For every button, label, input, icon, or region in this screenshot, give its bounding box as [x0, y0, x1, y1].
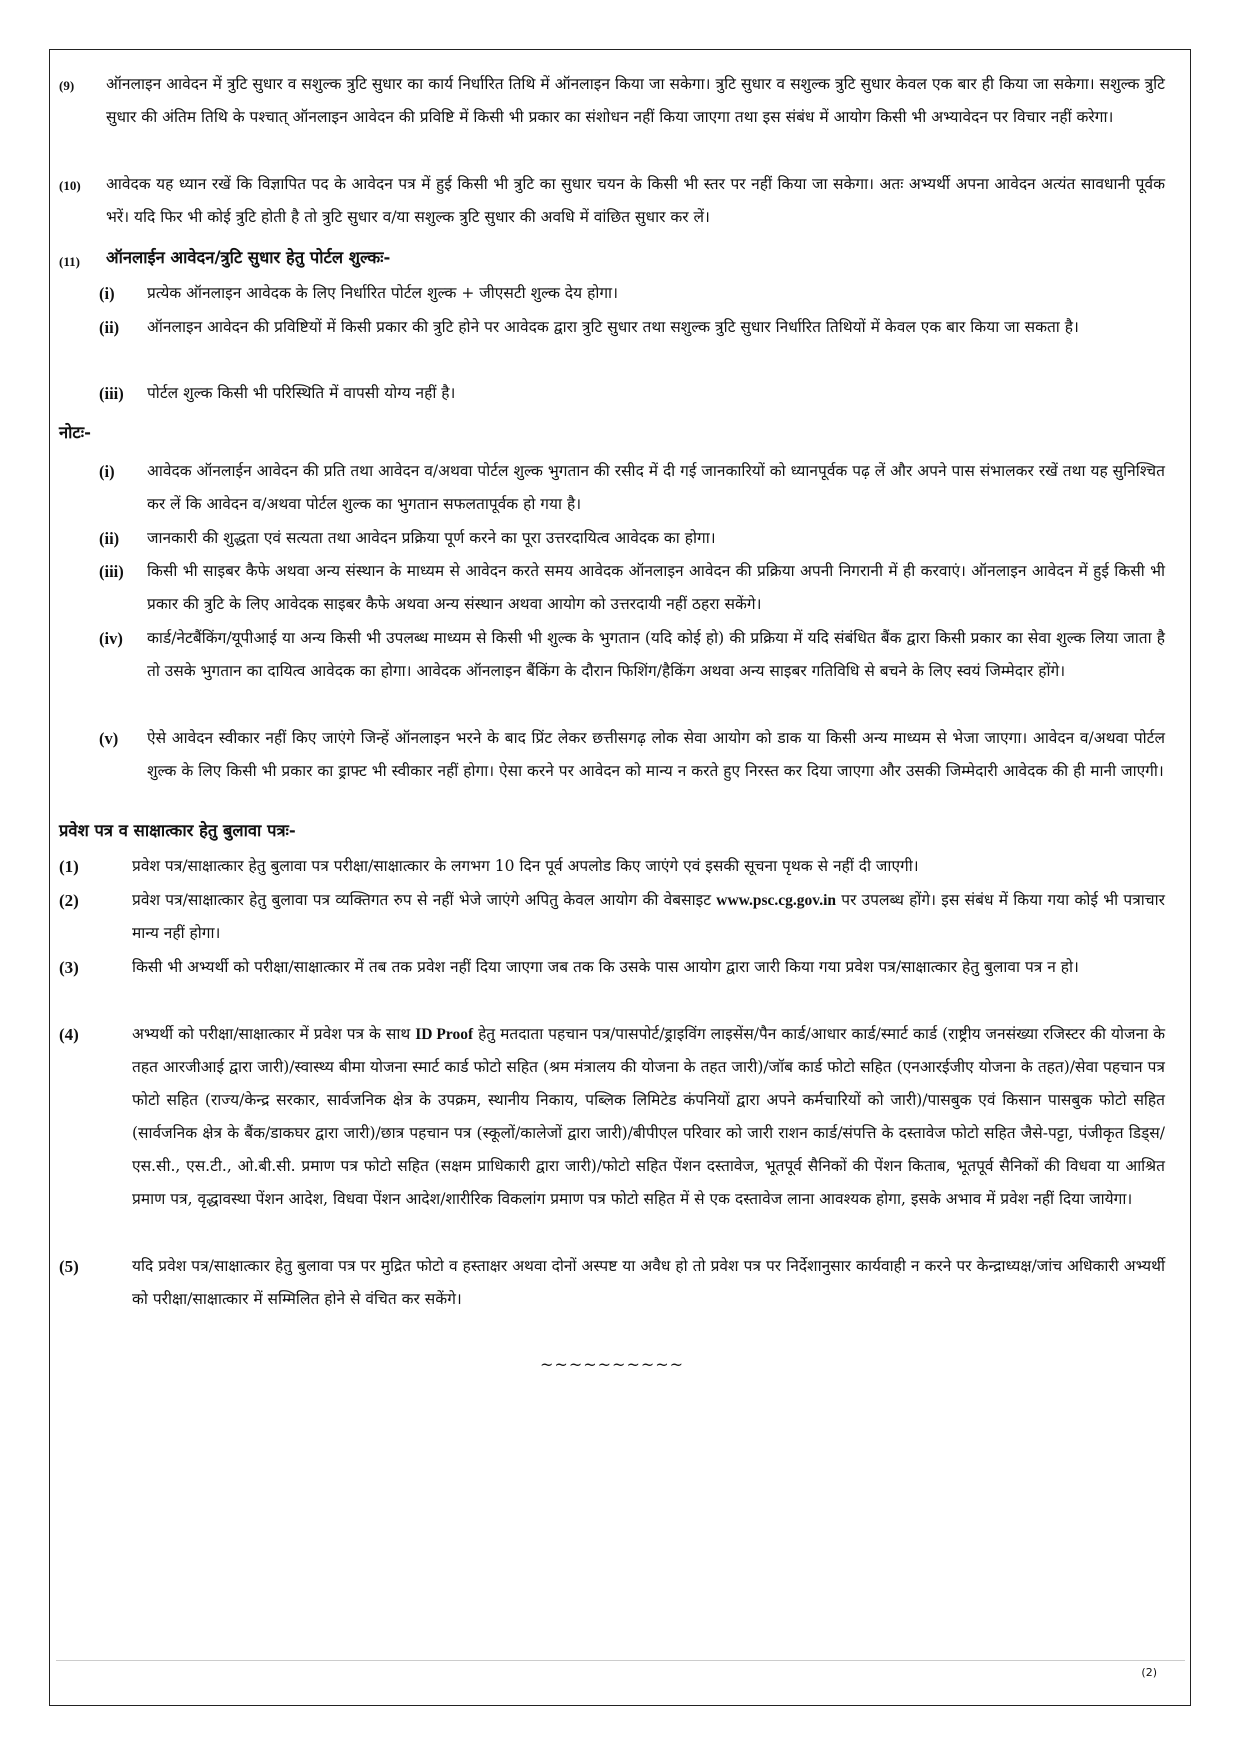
item-text: प्रवेश पत्र/साक्षात्कार हेतु बुलावा पत्र व्यक्तिगत रुप से नहीं भेजे जाएंगे अपितु केवल आयोग की वेबसाइट www.psc.cg.gov.in पर उपलब्ध होंगे। इस संबंध में किया गया कोई भी पत्राचार मान्य नहीं होगा।: [132, 891, 1165, 942]
item-number: (4): [59, 1025, 79, 1044]
item-number: (i): [99, 462, 115, 481]
item-text: ऑनलाइन आवेदन में त्रुटि सुधार व सशुल्क त्रुटि सुधार का कार्य निर्धारित तिथि में ऑनलाइन किया जा सकेगा। त्रुटि सुधार व सशुल्क त्रुटि सुधार केवल एक बार ही किया जा सकेगा। सशुल्क त्रुटि सुधार की अंतिम तिथि के पश्चात् ऑनलाइन आवेदन की प्रविष्टि में किसी भी प्रकार का संशोधन नहीं किया जाएगा तथा इस संबंध में आयोग किसी भी अभ्यावेदन पर विचार नहीं करेगा।: [106, 75, 1165, 126]
id-proof-label: ID Proof: [415, 1026, 474, 1043]
item-number: (i): [99, 284, 115, 303]
item-number: (ii): [99, 529, 120, 548]
item-text: किसी भी साइबर कैफे अथवा अन्य संस्थान के माध्यम से आवेदन करते समय आवेदक ऑनलाइन आवेदन की प्रक्रिया अपनी निगरानी में ही करवाएं। ऑनलाइन आवेदन में हुई किसी भी प्रकार की त्रुटि के लिए आवेदक साइबर कैफे अथवा अन्य संस्थान अथवा आयोग को उत्तरदायी नहीं ठहरा सकेंगे।: [147, 562, 1165, 613]
item-text: ऐसे आवेदन स्वीकार नहीं किए जाएंगे जिन्हें ऑनलाइन भरने के बाद प्रिंट लेकर छत्तीसगढ़ लोक सेवा आयोग को डाक या किसी अन्य माध्यम से भेजा जाएगा। आवेदन व/अथवा पोर्टल शुल्क के लिए किसी भी प्रकार का ड्राफ्ट भी स्वीकार नहीं होगा। ऐसा करने पर आवेदन को मान्य न करते हुए निरस्त कर दिया जाएगा और उसकी जिम्मेदारी आवेदक की ही मानी जाएगी।: [147, 729, 1165, 780]
item-number: (v): [99, 729, 119, 748]
item-text: किसी भी अभ्यर्थी को परीक्षा/साक्षात्कार में तब तक प्रवेश नहीं दिया जाएगा जब तक कि उसके पास आयोग द्वारा जारी किया गया प्रवेश पत्र/साक्षात्कार हेतु बुलावा पत्र न हो।: [132, 958, 1079, 976]
item-number: (3): [59, 958, 79, 977]
item-number: (11): [59, 254, 80, 269]
item-number: (9): [59, 78, 75, 93]
footer-divider: [56, 1660, 1185, 1661]
item-text: प्रत्येक ऑनलाइन आवेदक के लिए निर्धारित पोर्टल शुल्क + जीएसटी शुल्क देय होगा।: [147, 284, 618, 302]
item-number: (1): [59, 857, 79, 876]
item-number: (2): [59, 891, 79, 910]
item-number: (iii): [99, 562, 124, 581]
item-text: आवेदक ऑनलाईन आवेदन की प्रति तथा आवेदन व/अथवा पोर्टल शुल्क भुगतान की रसीद में दी गई जानकारियों को ध्यानपूर्वक पढ़ लें और अपने पास संभालकर रखें तथा यह सुनिश्चित कर लें कि आवेदन व/अथवा पोर्टल शुल्क का भुगतान सफलतापूर्वक हो गया है।: [147, 462, 1165, 513]
item-number: (iv): [99, 629, 123, 648]
item-number: (iii): [99, 384, 124, 403]
item-text: पोर्टल शुल्क किसी भी परिस्थिति में वापसी योग्य नहीं है।: [147, 384, 456, 402]
item-text: ऑनलाइन आवेदन की प्रविष्टियों में किसी प्रकार की त्रुटि होने पर आवेदक द्वारा त्रुटि सुधार तथा सशुल्क त्रुटि सुधार निर्धारित तिथियों में केवल एक बार किया जा सकता है।: [147, 318, 1079, 336]
note-heading: नोटः-: [59, 423, 91, 442]
item-text: प्रवेश पत्र/साक्षात्कार हेतु बुलावा पत्र परीक्षा/साक्षात्कार के लगभग 10 दिन पूर्व अपलोड किए जाएंगे एवं इसकी सूचना पृथक से नहीं दी जाएगी।: [132, 857, 919, 875]
item-number: (10): [59, 178, 81, 193]
end-mark: ~~~~~~~~~~: [540, 1355, 685, 1374]
section-heading: ऑनलाईन आवेदन/त्रुटि सुधार हेतु पोर्टल शुल्कः-: [106, 248, 391, 267]
item-text: यदि प्रवेश पत्र/साक्षात्कार हेतु बुलावा पत्र पर मुद्रित फोटो व हस्ताक्षर अथवा दोनों अस्पष्ट या अवैध हो तो प्रवेश पत्र पर निर्देशानुसार कार्यवाही न करने पर केन्द्राध्यक्ष/जांच अधिकारी अभ्यर्थी को परीक्षा/साक्षात्कार में सम्मिलित होने से वंचित कर सकेंगे।: [132, 1257, 1165, 1308]
item-text: जानकारी की शुद्धता एवं सत्यता तथा आवेदन प्रक्रिया पूर्ण करने का पूरा उत्तरदायित्व आवेदक का होगा।: [147, 529, 716, 547]
item-text: अभ्यर्थी को परीक्षा/साक्षात्कार में प्रवेश पत्र के साथ ID Proof हेतु मतदाता पहचान पत्र/पासपोर्ट/ड्राइविंग लाइसेंस/पैन कार्ड/आधार कार्ड/स्मार्ट कार्ड (राष्ट्रीय जनसंख्या रजिस्टर की योजना के तहत आरजीआई द्वारा जारी)/स्वास्थ्य बीमा योजना स्मार्ट कार्ड फोटो सहित (श्रम मंत्रालय की योजना के तहत जारी)/जॉब कार्ड फोटो सहित (एनआरईजीए योजना के तहत)/सेवा पहचान पत्र फोटो सहित (राज्य/केन्द्र सरकार, सार्वजनिक क्षेत्र के उपक्रम, स्थानीय निकाय, पब्लिक लिमिटेड कंपनियों द्वारा अपने कर्मचारियों को जारी)/पासबुक एवं किसान पासबुक फोटो सहित (सार्वजनिक क्षेत्र के बैंक/डाकघर द्वारा जारी)/छात्र पहचान पत्र (स्कूलों/कालेजों द्वारा जारी)/बीपीएल परिवार को जारी राशन कार्ड/संपत्ति के दस्तावेज फोटो सहित जैसे-पट्टा, पंजीकृत डिड्स/एस.सी., एस.टी., ओ.बी.सी. प्रमाण पत्र फोटो सहित (सक्षम प्राधिकारी द्वारा जारी)/फोटो सहित पेंशन दस्तावेज, भूतपूर्व सैनिकों की पेंशन किताब, भूतपूर्व सैनिकों की विधवा या आश्रित प्रमाण पत्र, वृद्धावस्था पेंशन आदेश, विधवा पेंशन आदेश/शारीरिक विकलांग प्रमाण पत्र फोटो सहित में से एक दस्तावेज लाना आवश्यक होगा, इसके अभाव में प्रवेश नहीं दिया जायेगा।: [132, 1025, 1165, 1208]
website-url: www.psc.cg.gov.in: [716, 892, 837, 909]
item-number: (5): [59, 1257, 79, 1276]
page-number: (2): [1141, 1666, 1157, 1679]
admit-heading: प्रवेश पत्र व साक्षात्कार हेतु बुलावा पत्रः-: [59, 821, 296, 840]
item-number: (ii): [99, 318, 120, 337]
item-text: आवेदक यह ध्यान रखें कि विज्ञापित पद के आवेदन पत्र में हुई किसी भी त्रुटि का सुधार चयन के किसी भी स्तर पर नहीं किया जा सकेगा। अतः अभ्यर्थी अपना आवेदन अत्यंत सावधानी पूर्वक भरें। यदि फिर भी कोई त्रुटि होती है तो त्रुटि सुधार व/या सशुल्क त्रुटि सुधार की अवधि में वांछित सुधार कर लें।: [106, 175, 1165, 226]
item-text: कार्ड/नेटबैंकिंग/यूपीआई या अन्य किसी भी उपलब्ध माध्यम से किसी भी शुल्क के भुगतान (यदि कोई हो) की प्रक्रिया में यदि संबंधित बैंक द्वारा किसी प्रकार का सेवा शुल्क लिया जाता है तो उसके भुगतान का दायित्व आवेदक का होगा। आवेदक ऑनलाइन बैंकिंग के दौरान फिशिंग/हैकिंग अथवा अन्य साइबर गतिविधि से बचने के लिए स्वयं जिम्मेदार होंगे।: [147, 629, 1165, 680]
